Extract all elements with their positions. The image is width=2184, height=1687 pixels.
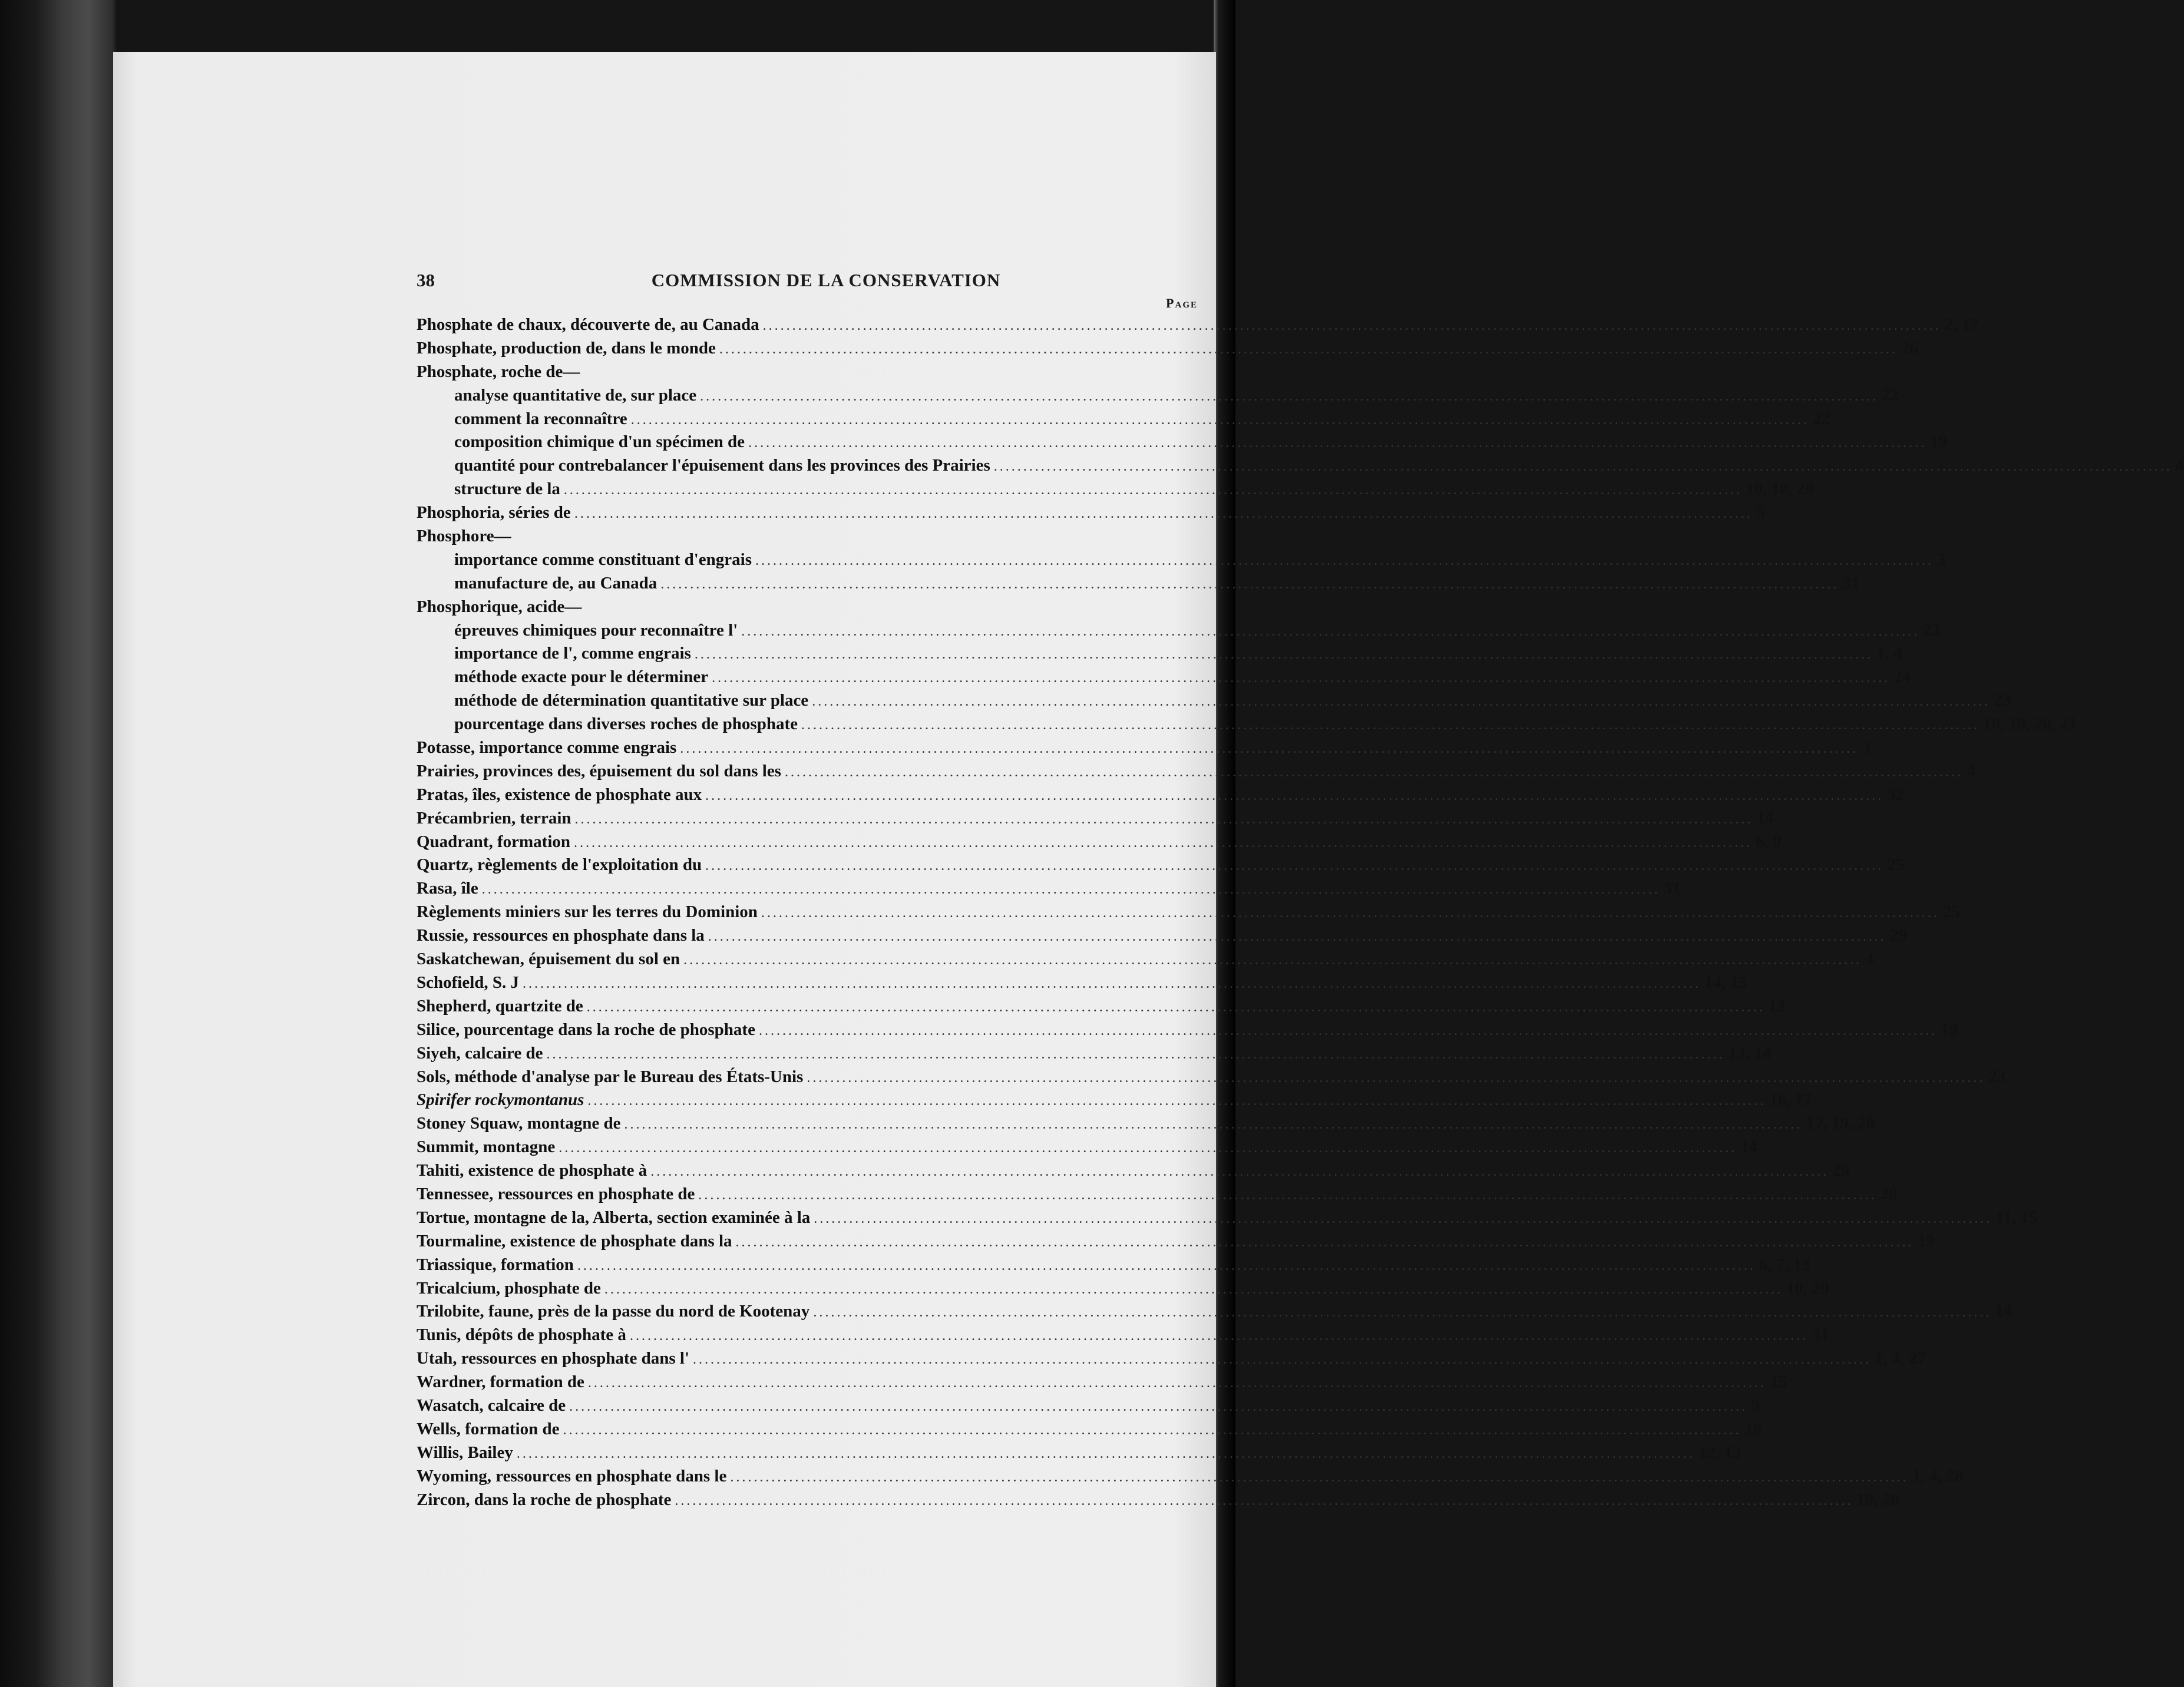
entry-label: Phosphate de chaux, découverte de, au Canada bbox=[417, 315, 759, 334]
dot-leader: ........................................................................................................................................................................................................ bbox=[624, 1117, 1803, 1133]
index-entry bbox=[417, 1277, 1829, 1301]
dot-leader: ........................................................................................................................................................................................................ bbox=[801, 717, 1980, 733]
dot-leader: ........................................................................................................................................................................................................ bbox=[563, 1422, 1742, 1438]
entry-pages: 25 bbox=[1887, 855, 1905, 875]
index-entry bbox=[417, 1230, 1935, 1253]
index-entry bbox=[417, 1441, 1742, 1465]
dot-leader: ........................................................................................................................................................................................................ bbox=[694, 647, 1873, 663]
entry-pages: 19 bbox=[1917, 1231, 1935, 1251]
entry-pages: 13 bbox=[1768, 996, 1786, 1015]
index-entry bbox=[417, 1324, 1829, 1347]
entry-pages: 4 bbox=[1966, 761, 1975, 780]
entry-label: Schofield, S. J bbox=[417, 972, 520, 992]
dot-leader: ........................................................................................................................................................................................................ bbox=[629, 1328, 1808, 1344]
entry-label: Summit, montagne bbox=[417, 1137, 556, 1157]
index-content bbox=[417, 270, 2184, 1511]
dot-leader: ........................................................................................................................................................................................................ bbox=[523, 975, 1701, 991]
index-entry bbox=[417, 783, 1905, 807]
entry-pages: 22 bbox=[1882, 385, 1899, 405]
index-entry bbox=[417, 360, 1200, 384]
entry-pages: 6, 7, 13 bbox=[1759, 1255, 1810, 1274]
entry-label: Prairies, provinces des, épuisement du sol dans les bbox=[417, 761, 781, 780]
entry-label: Pratas, îles, existence de phosphate aux bbox=[417, 785, 702, 804]
entry-pages: 29 bbox=[1889, 926, 1907, 945]
dot-leader: ........................................................................................................................................................................................................ bbox=[705, 788, 1884, 803]
index-subentry bbox=[417, 619, 1941, 643]
dot-leader: ........................................................................................................................................................................................................ bbox=[712, 670, 1891, 686]
dot-leader: ........................................................................................................................................................................................................ bbox=[587, 1093, 1766, 1109]
index-entry bbox=[417, 1018, 1958, 1042]
dot-leader: ........................................................................................................................................................................................................ bbox=[574, 811, 1753, 827]
entry-label: analyse quantitative de, sur place bbox=[454, 385, 697, 405]
index-entry bbox=[417, 1042, 1772, 1066]
index-subentry bbox=[417, 666, 1911, 689]
dot-leader: ........................................................................................................................................................................................................ bbox=[807, 1070, 1985, 1086]
index-subentry bbox=[417, 384, 1899, 408]
entry-pages: 2, 17 bbox=[1944, 315, 1979, 334]
index-entry bbox=[417, 924, 1907, 948]
dot-leader: ........................................................................................................................................................................................................ bbox=[812, 694, 1991, 710]
page-number: 38 bbox=[417, 270, 435, 290]
entry-pages: 24 bbox=[1894, 667, 1911, 687]
entry-label: Saskatchewan, épuisement du sol en bbox=[417, 950, 680, 969]
dot-leader: ........................................................................................................................................................................................................ bbox=[700, 388, 1879, 404]
entry-pages: 10, 19, 20, 21 bbox=[1983, 715, 2077, 734]
entry-pages: 1, 4, 27 bbox=[1875, 1349, 1927, 1368]
scan-border-left bbox=[0, 0, 118, 1687]
dot-leader: ........................................................................................................................................................................................................ bbox=[814, 1210, 1993, 1226]
dot-leader: ........................................................................................................................................................................................................ bbox=[559, 1140, 1737, 1156]
entry-label: Wardner, formation de bbox=[417, 1372, 584, 1392]
entry-pages: 14 bbox=[1740, 1137, 1758, 1157]
index-entry bbox=[417, 1159, 1850, 1183]
entry-label: Rasa, île bbox=[417, 879, 478, 898]
entry-pages: 28 bbox=[1880, 1184, 1898, 1203]
index-subentry bbox=[417, 689, 2011, 713]
index-entry bbox=[417, 995, 1786, 1018]
index-entry bbox=[417, 877, 1681, 901]
entry-label: Shepherd, quartzite de bbox=[417, 996, 583, 1015]
dot-leader: ........................................................................................................................................................................................................ bbox=[730, 1469, 1909, 1485]
entry-label: Spirifer rockymontanus bbox=[417, 1090, 584, 1110]
dot-leader: ........................................................................................................................................................................................................ bbox=[587, 1375, 1766, 1391]
entry-pages: 9 bbox=[1751, 1395, 1760, 1415]
entry-label: composition chimique d'un spécimen de bbox=[454, 432, 745, 452]
dot-leader: ........................................................................................................................................................................................................ bbox=[683, 952, 1862, 968]
entry-pages: 22 bbox=[1812, 409, 1830, 428]
dot-leader: ........................................................................................................................................................................................................ bbox=[577, 1258, 1756, 1273]
dot-leader: ........................................................................................................................................................................................................ bbox=[516, 1445, 1695, 1461]
entry-label: Quadrant, formation bbox=[417, 832, 570, 851]
index-entry bbox=[417, 1371, 1787, 1394]
dot-leader: ........................................................................................................................................................................................................ bbox=[680, 741, 1859, 757]
index-entry bbox=[417, 736, 1871, 760]
index-subentry bbox=[417, 713, 2077, 736]
entry-label: Sols, méthode d'analyse par le Bureau des États-Unis bbox=[417, 1067, 804, 1086]
entry-pages: 19 bbox=[1930, 432, 1948, 452]
entry-pages: 31 bbox=[1663, 879, 1681, 898]
dot-leader: ........................................................................................................................................................................................................ bbox=[761, 905, 1940, 921]
dot-leader: ........................................................................................................................................................................................................ bbox=[563, 482, 1742, 498]
entry-pages: 29 bbox=[1832, 1161, 1850, 1180]
index-entry bbox=[417, 971, 1747, 995]
entry-label: Phosphoria, séries de bbox=[417, 503, 571, 522]
entry-label: Phosphore— bbox=[417, 527, 511, 546]
entry-pages: 1, 4 bbox=[1876, 644, 1902, 663]
index-subentry bbox=[417, 478, 1814, 501]
entry-pages: 19 bbox=[1940, 1020, 1958, 1039]
entry-pages: 14 bbox=[1756, 808, 1774, 828]
entry-pages: 3 bbox=[1937, 550, 1946, 569]
index-entry bbox=[417, 807, 1774, 831]
entry-label: Willis, Bailey bbox=[417, 1443, 513, 1462]
dot-leader: ........................................................................................................................................................................................................ bbox=[604, 1281, 1783, 1297]
running-title: COMMISSION DE LA CONSERVATION bbox=[651, 270, 1001, 290]
entry-label: Siyeh, calcaire de bbox=[417, 1043, 543, 1063]
entry-label: Tahiti, existence de phosphate à bbox=[417, 1161, 647, 1180]
index-entry bbox=[417, 596, 1200, 619]
entry-pages: 1, 4, 28 bbox=[1912, 1466, 1964, 1486]
index-entry bbox=[417, 525, 1200, 548]
entry-label: méthode exacte pour le déterminer bbox=[454, 667, 709, 687]
entry-label: Triassique, formation bbox=[417, 1255, 574, 1274]
entry-pages: 26 bbox=[1901, 338, 1918, 358]
entry-label: Russie, ressources en phosphate dans la bbox=[417, 926, 705, 945]
page-column-heading: Page bbox=[1166, 296, 1198, 310]
entry-label: Wyoming, ressources en phosphate dans le bbox=[417, 1466, 727, 1486]
entry-label: Quartz, règlements de l'exploitation du bbox=[417, 855, 702, 875]
index-entry bbox=[417, 854, 1905, 877]
dot-leader: ........................................................................................................................................................................................................ bbox=[784, 764, 1963, 780]
entry-label: Wasatch, calcaire de bbox=[417, 1395, 566, 1415]
dot-leader: ........................................................................................................................................................................................................ bbox=[660, 576, 1839, 592]
entry-pages: 23 bbox=[1923, 620, 1941, 640]
entry-pages: 17, 19, 20 bbox=[1806, 1114, 1875, 1133]
entry-pages: 16, 17 bbox=[1769, 1090, 1812, 1110]
index-entry bbox=[417, 1136, 1758, 1159]
entry-label: Silice, pourcentage dans la roche de phosphate bbox=[417, 1020, 755, 1039]
index-entry bbox=[417, 1066, 2006, 1089]
index-entry bbox=[417, 337, 1918, 360]
entry-pages: 31 bbox=[1842, 573, 1860, 593]
document-page bbox=[113, 52, 2184, 1687]
entry-pages: 6, 9 bbox=[1756, 832, 1782, 851]
entry-label: comment la reconnaître bbox=[454, 409, 627, 428]
index-entry bbox=[417, 1488, 1899, 1512]
dot-leader: ........................................................................................................................................................................................................ bbox=[586, 999, 1765, 1015]
entry-pages: 14, 15 bbox=[1704, 972, 1747, 992]
entry-pages: 15 bbox=[1769, 1372, 1787, 1392]
index-subentry bbox=[417, 454, 2184, 478]
entry-pages: 10, 20 bbox=[1786, 1278, 1829, 1298]
index-entry bbox=[417, 1253, 1810, 1277]
index-entry bbox=[417, 1300, 2013, 1324]
index-entry bbox=[417, 1394, 1760, 1418]
running-head bbox=[417, 270, 1200, 296]
dot-leader: ........................................................................................................................................................................................................ bbox=[755, 553, 1934, 568]
index-entry bbox=[417, 1418, 1762, 1441]
entry-label: Règlements miniers sur les terres du Dominion bbox=[417, 902, 758, 922]
dot-leader: ........................................................................................................................................................................................................ bbox=[569, 1398, 1748, 1414]
index-entry bbox=[417, 1206, 2038, 1230]
dot-leader: ........................................................................................................................................................................................................ bbox=[546, 1046, 1725, 1062]
entry-label: Potasse, importance comme engrais bbox=[417, 738, 677, 758]
entry-label: quantité pour contrebalancer l'épuisement dans les provinces des Prairies bbox=[454, 456, 990, 475]
entry-label: Tunis, dépôts de phosphate à bbox=[417, 1325, 626, 1345]
entry-label: Phosphorique, acide— bbox=[417, 597, 582, 616]
index-subentry bbox=[417, 548, 1946, 572]
index-entry bbox=[417, 1112, 1875, 1136]
entry-label: pourcentage dans diverses roches de phosphate bbox=[454, 715, 798, 734]
dot-leader: ........................................................................................................................................................................................................ bbox=[630, 412, 1809, 428]
entry-pages: 10, 18, 20 bbox=[1745, 479, 1814, 499]
entry-label: Stoney Squaw, montagne de bbox=[417, 1114, 621, 1133]
dot-leader: ........................................................................................................................................................................................................ bbox=[675, 1493, 1853, 1509]
index-entry bbox=[417, 948, 1874, 971]
dot-leader: ........................................................................................................................................................................................................ bbox=[708, 929, 1886, 945]
entry-label: Phosphate, production de, dans le monde bbox=[417, 338, 716, 358]
dot-leader: ........................................................................................................................................................................................................ bbox=[705, 858, 1884, 874]
entry-pages: 16 bbox=[1744, 1419, 1762, 1438]
dot-leader: ........................................................................................................................................................................................................ bbox=[748, 435, 1927, 451]
entry-label: Précambrien, terrain bbox=[417, 808, 571, 828]
entry-pages: 14 bbox=[1995, 1302, 2013, 1321]
entry-pages: 23 bbox=[1988, 1067, 2006, 1086]
entry-pages: 25 bbox=[1942, 902, 1960, 922]
entry-label: Tourmaline, existence de phosphate dans la bbox=[417, 1231, 732, 1251]
entry-label: importance de l', comme engrais bbox=[454, 644, 691, 663]
index-entry bbox=[417, 1089, 1812, 1112]
entry-label: manufacture de, au Canada bbox=[454, 573, 657, 593]
index-entry bbox=[417, 1465, 1964, 1488]
dot-leader: ........................................................................................................................................................................................................ bbox=[650, 1164, 1829, 1180]
entry-pages: 31 bbox=[1811, 1325, 1829, 1345]
dot-leader: ........................................................................................................................................................................................................ bbox=[735, 1234, 1914, 1250]
entry-pages: 19, 20 bbox=[1856, 1490, 1899, 1509]
entry-label: importance comme constituant d'engrais bbox=[454, 550, 752, 569]
index-entry bbox=[417, 313, 1979, 337]
entry-pages: 32 bbox=[1887, 785, 1905, 804]
dot-leader: ........................................................................................................................................................................................................ bbox=[693, 1352, 1872, 1368]
entry-label: Zircon, dans la roche de phosphate bbox=[417, 1490, 672, 1509]
entry-label: Trilobite, faune, près de la passe du nord de Kootenay bbox=[417, 1302, 810, 1321]
entry-pages: 11, 15 bbox=[1995, 1208, 2038, 1227]
index-subentry bbox=[417, 642, 1902, 666]
index-subentry bbox=[417, 572, 1860, 596]
entry-pages: 12, 13 bbox=[1698, 1443, 1742, 1462]
dot-leader: ........................................................................................................................................................................................................ bbox=[758, 1023, 1937, 1038]
index-subentry bbox=[417, 431, 1948, 454]
dot-leader: ........................................................................................................................................................................................................ bbox=[698, 1187, 1877, 1203]
entry-label: méthode de détermination quantitative sur place bbox=[454, 691, 809, 710]
entry-label: structure de la bbox=[454, 479, 560, 499]
index-entry bbox=[417, 901, 1960, 924]
index-subentry bbox=[417, 408, 1830, 431]
entry-pages: 3 bbox=[1862, 738, 1871, 758]
entry-label: Tricalcium, phosphate de bbox=[417, 1278, 601, 1298]
index-entry bbox=[417, 1183, 1898, 1206]
entry-pages: 5 bbox=[1756, 503, 1765, 522]
entry-label: épreuves chimiques pour reconnaître l' bbox=[454, 620, 738, 640]
dot-leader: ........................................................................................................................................................................................................ bbox=[762, 318, 1941, 333]
entry-pages: 23 bbox=[1994, 691, 2011, 710]
dot-leader: ........................................................................................................................................................................................................ bbox=[813, 1305, 1992, 1321]
index-entry bbox=[417, 501, 1765, 525]
index-entry bbox=[417, 831, 1782, 854]
entry-pages: 4 bbox=[2175, 456, 2184, 475]
entry-label: Tortue, montagne de la, Alberta, section examinée à la bbox=[417, 1208, 811, 1227]
index-list bbox=[417, 313, 2184, 1511]
entry-pages: 13, 14 bbox=[1728, 1043, 1772, 1063]
index-entry bbox=[417, 760, 1975, 783]
entry-label: Wells, formation de bbox=[417, 1419, 560, 1438]
dot-leader: ........................................................................................................................................................................................................ bbox=[574, 506, 1753, 522]
dot-leader: ........................................................................................................................................................................................................ bbox=[481, 882, 1660, 898]
entry-label: Utah, ressources en phosphate dans l' bbox=[417, 1349, 690, 1368]
entry-label: Phosphate, roche de— bbox=[417, 362, 580, 381]
dot-leader: ........................................................................................................................................................................................................ bbox=[574, 835, 1752, 851]
dot-leader: ........................................................................................................................................................................................................ bbox=[719, 341, 1898, 357]
entry-pages: 4 bbox=[1865, 950, 1874, 969]
index-entry bbox=[417, 1347, 1927, 1371]
entry-label: Tennessee, ressources en phosphate de bbox=[417, 1184, 695, 1203]
dot-leader: ........................................................................................................................................................................................................ bbox=[741, 623, 1920, 639]
dot-leader: ........................................................................................................................................................................................................ bbox=[993, 459, 2172, 475]
